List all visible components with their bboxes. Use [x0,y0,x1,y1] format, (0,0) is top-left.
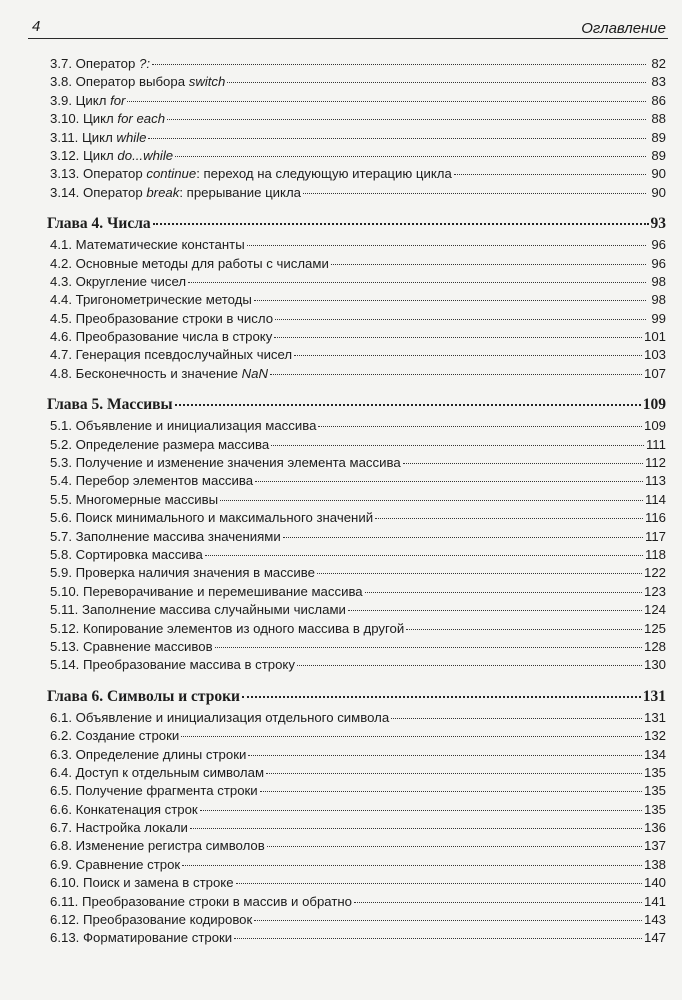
entry-text: Оператор [79,166,147,182]
dot-leader [200,810,642,811]
toc-entry[interactable] [50,366,666,384]
entry-page-number: 98 [651,292,666,308]
entry-page-number: 128 [643,638,666,654]
dot-leader [391,718,642,719]
entry-text: Оператор [79,184,147,200]
entry-text: Объявление и инициализация отдельного символа [72,709,390,725]
entry-number: 4.6. [50,329,72,345]
dot-leader [318,426,642,427]
entry-number: 6.4. [50,764,72,780]
entry-title [50,292,252,307]
entry-number: 3.13. [50,166,80,182]
entry-number: 5.4. [50,473,72,489]
entry-code-term: continue [146,166,197,182]
dot-leader [242,696,641,698]
entry-page-number: 90 [651,184,666,200]
toc-entry[interactable] [50,728,666,746]
toc-chapter [47,215,666,384]
entry-page-number: 124 [643,602,666,618]
toc-entry[interactable] [50,820,666,838]
entry-page-number: 96 [651,255,666,271]
entry-title [50,418,316,433]
dot-leader [274,337,642,338]
entry-title [50,311,273,326]
dot-leader [175,156,646,157]
chapter-heading[interactable] [47,215,666,237]
entry-code-term: for each [117,111,166,127]
toc-entry[interactable] [50,329,666,347]
dot-leader [190,828,642,829]
dot-leader [454,174,646,175]
entry-text: Получение фрагмента строки [72,783,258,799]
chapter-title: Глава 4. Числа [47,215,151,233]
entry-title [50,912,252,927]
entry-number: 3.10. [50,111,80,127]
toc-chapter [47,687,666,949]
entry-title [50,820,188,835]
entry-number: 3.7. [50,56,72,71]
entry-title [50,639,213,654]
entry-text: Проверка наличия значения в массиве [72,565,315,581]
entry-title [50,256,329,271]
entry-text: Преобразование строки в число [72,310,274,326]
entry-page-number: 89 [651,129,666,145]
entry-text: Преобразование массива в строку [79,657,295,673]
dot-leader [303,193,646,194]
dot-leader [182,865,642,866]
entry-title [50,565,315,580]
entry-number: 6.13. [50,930,80,946]
dot-leader [260,791,642,792]
entry-number: 6.8. [50,838,72,854]
entry-title [50,747,246,762]
dot-leader [188,282,646,283]
toc-entry[interactable] [50,765,666,783]
toc-entry[interactable] [50,166,666,184]
entry-text: Поиск минимального и максимального значений [72,510,374,526]
dot-leader [348,610,642,611]
dot-leader [317,573,642,574]
entry-text: Объявление и инициализация массива [72,418,317,434]
entry-text: Поиск и замена в строке [79,875,234,891]
entry-text: Цикл [79,147,118,163]
dot-leader [153,223,649,225]
toc-entry[interactable] [50,747,666,765]
entry-page-number: 118 [644,546,666,562]
toc-entry[interactable] [50,930,666,948]
entry-title [50,492,218,507]
toc-entry[interactable] [50,529,666,547]
chapter-heading[interactable] [47,396,666,418]
entry-text: Преобразование кодировок [79,912,253,928]
dot-leader [266,773,642,774]
dot-leader [406,629,642,630]
entry-title [50,130,146,145]
entry-page-number: 117 [644,528,666,544]
dot-leader [181,736,642,737]
dot-leader [227,82,646,83]
running-title: Оглавление [581,20,666,37]
dot-leader [275,319,646,320]
dot-leader [148,138,646,139]
entry-title [50,237,245,252]
entry-title [50,710,389,725]
entry-text: Перебор элементов массива [72,473,254,489]
toc-chapter [50,56,666,203]
toc-entry[interactable] [50,473,666,491]
entry-code-term: while [116,129,147,145]
entry-page-number: 90 [651,166,666,182]
entry-title [50,728,179,743]
entry-page-number: 109 [643,418,666,434]
table-of-contents [47,56,666,949]
entry-number: 5.8. [50,546,72,562]
entry-title [50,584,363,599]
entry-text: Математические константы [72,237,245,253]
chapter-title: Глава 6. Символы и строки [47,687,240,705]
entry-number: 3.11. [50,129,79,145]
dot-leader [236,883,642,884]
entry-number: 5.14. [50,657,80,673]
entry-page-number: 137 [643,838,666,854]
entry-title [50,838,265,853]
entry-title [50,510,373,525]
entry-text: Заполнение массива значениями [72,528,281,544]
dot-leader [297,665,642,666]
entry-text: Настройка локали [72,820,188,836]
page-header [28,16,668,39]
entry-page-number: 132 [643,728,666,744]
entry-page-number: 96 [651,237,666,253]
toc-entry[interactable] [50,639,666,657]
entry-number: 4.1. [50,237,72,253]
entry-title [50,547,203,562]
entry-title [50,185,301,200]
entry-title [50,765,264,780]
entry-number: 6.5. [50,783,72,799]
entry-text: Изменение регистра символов [72,838,265,854]
entry-number: 5.9. [50,565,72,581]
entry-title [50,74,225,89]
entry-page-number: 103 [643,347,666,363]
dot-leader [254,920,642,921]
dot-leader [220,500,643,501]
entry-page-number: 141 [643,893,666,909]
dot-leader [331,264,646,265]
entry-title [50,657,295,672]
entry-number: 6.3. [50,746,72,762]
entry-title [50,437,269,452]
entry-title [50,347,292,362]
toc-entry[interactable] [50,710,666,728]
dot-leader [270,374,642,375]
entry-page-number: 135 [643,801,666,817]
entry-number: 6.10. [50,875,80,891]
dot-leader [283,537,643,538]
entry-text: Получение и изменение значения элемента массива [72,455,401,471]
toc-entry[interactable] [50,657,666,675]
entry-text: Основные методы для работы с числами [72,255,329,271]
chapter-title: Глава 5. Массивы [47,396,173,414]
entry-text: Конкатенация строк [72,801,198,817]
entry-title [50,621,404,636]
dot-leader [175,404,641,406]
entry-text: Округление чисел [72,273,187,289]
entry-page-number: 138 [643,856,666,872]
entry-number: 5.12. [50,620,80,636]
dot-leader [271,445,644,446]
entry-page-number: 88 [651,111,666,127]
toc-entry[interactable] [50,802,666,820]
entry-text: : переход на следующую итерацию цикла [196,166,452,182]
toc-entry[interactable] [50,437,666,455]
entry-text: Бесконечность и значение [72,365,242,381]
entry-page-number: 125 [643,620,666,636]
entry-number: 4.3. [50,273,72,289]
entry-page-number: 136 [643,820,666,836]
dot-leader [255,481,643,482]
entry-page-number: 143 [643,912,666,928]
entry-code-term: ?: [139,56,150,71]
entry-page-number: 131 [643,709,666,725]
entry-code-term: do...while [117,147,174,163]
entry-text: Копирование элементов из одного массива в другой [79,620,405,636]
page-number: 4 [32,18,41,35]
chapter-page-number: 93 [650,215,666,233]
toc-entry[interactable] [50,894,666,912]
toc-entry[interactable] [50,838,666,856]
toc-chapter [47,396,666,675]
dot-leader [267,846,642,847]
entry-text: Тригонометрические методы [72,292,252,308]
entry-page-number: 140 [643,875,666,891]
toc-entry[interactable] [50,547,666,565]
entry-page-number: 123 [643,583,666,599]
entry-page-number: 114 [644,491,666,507]
entry-text: Преобразование числа в строку [72,329,273,345]
entry-number: 4.5. [50,310,72,326]
entry-page-number: 112 [644,455,666,471]
entry-text: Доступ к отдельным символам [72,764,265,780]
toc-entry[interactable] [50,565,666,583]
entry-title [50,783,258,798]
entry-title [50,366,268,381]
entry-title [50,56,150,71]
toc-entry[interactable] [50,311,666,329]
toc-entry[interactable] [50,912,666,930]
entry-title [50,875,234,890]
entry-page-number: 113 [644,473,666,489]
entry-page-number: 82 [651,56,666,71]
entry-text: Преобразование строки в массив и обратно [78,893,352,909]
entry-page-number: 135 [643,764,666,780]
toc-entry[interactable] [50,130,666,148]
entry-number: 5.3. [50,455,72,471]
toc-entry[interactable] [50,185,666,203]
dot-leader [365,592,642,593]
entry-number: 5.13. [50,638,80,654]
entry-code-term: NaN [241,365,268,381]
toc-entry[interactable] [50,602,666,620]
entry-number: 6.1. [50,709,72,725]
entry-title [50,529,281,544]
dot-leader [254,300,646,301]
toc-entry[interactable] [50,347,666,365]
toc-entry[interactable] [50,74,666,92]
entry-text: Цикл [72,92,111,108]
entry-number: 4.7. [50,347,72,363]
entry-page-number: 99 [651,310,666,326]
entry-page-number: 86 [651,92,666,108]
entry-number: 3.8. [50,74,72,90]
toc-entry[interactable] [50,56,666,74]
toc-entry[interactable] [50,584,666,602]
entry-title [50,111,165,126]
toc-entry[interactable] [50,292,666,310]
entry-title [50,802,198,817]
entry-number: 6.6. [50,801,72,817]
entry-number: 5.10. [50,583,80,599]
dot-leader [215,647,642,648]
toc-entry[interactable] [50,418,666,436]
entry-number: 3.14. [50,184,80,200]
entry-page-number: 116 [644,510,666,526]
entry-title [50,473,253,488]
entry-code-term: break [146,184,180,200]
entry-page-number: 135 [643,783,666,799]
entry-title [50,166,452,181]
entry-code-term: for [110,92,126,108]
entry-number: 5.7. [50,528,72,544]
entry-page-number: 130 [643,657,666,673]
entry-page-number: 107 [643,365,666,381]
dot-leader [152,64,646,65]
entry-number: 5.1. [50,418,72,434]
entry-text: Оператор [72,56,139,71]
toc-entry[interactable] [50,875,666,893]
entry-number: 6.2. [50,728,72,744]
entry-number: 4.8. [50,365,72,381]
entry-number: 5.2. [50,436,72,452]
entry-number: 3.9. [50,92,72,108]
entry-text: Сравнение массивов [79,638,213,654]
entry-title [50,455,401,470]
dot-leader [205,555,643,556]
entry-title [50,602,346,617]
entry-text: Генерация псевдослучайных чисел [72,347,293,363]
dot-leader [127,101,646,102]
dot-leader [247,245,646,246]
entry-title [50,894,352,909]
dot-leader [248,755,642,756]
toc-entry[interactable] [50,621,666,639]
entry-text: Определение размера массива [72,436,270,452]
entry-text: Определение длины строки [72,746,247,762]
entry-title [50,93,125,108]
toc-entry[interactable] [50,492,666,510]
toc-entry[interactable] [50,93,666,111]
entry-page-number: 101 [643,329,666,345]
dot-leader [354,902,642,903]
chapter-page-number: 109 [642,396,666,414]
toc-entry[interactable] [50,510,666,528]
dot-leader [294,355,642,356]
entry-code-term: switch [188,74,226,90]
entry-number: 5.6. [50,510,72,526]
entry-page-number: 89 [651,147,666,163]
entry-text: : прерывание цикла [179,184,301,200]
entry-text: Цикл [78,129,117,145]
toc-entry[interactable] [50,783,666,801]
entry-title [50,857,180,872]
entry-title [50,274,186,289]
toc-entry[interactable] [50,111,666,129]
dot-leader [375,518,643,519]
toc-entry[interactable] [50,256,666,274]
entry-text: Сортировка массива [72,546,203,562]
entry-number: 6.11. [50,893,79,909]
entry-title [50,329,272,344]
entry-number: 4.4. [50,292,72,308]
entry-title [50,930,232,945]
toc-entry[interactable] [50,237,666,255]
entry-page-number: 111 [645,436,666,452]
entry-page-number: 98 [651,273,666,289]
entry-number: 5.11. [50,602,79,618]
toc-entry[interactable] [50,455,666,473]
entry-text: Форматирование строки [79,930,233,946]
dot-leader [234,938,642,939]
entry-number: 5.5. [50,491,72,507]
entry-text: Цикл [79,111,118,127]
entry-number: 6.9. [50,856,72,872]
entry-text: Оператор выбора [72,74,189,90]
entry-text: Сравнение строк [72,856,181,872]
entry-text: Многомерные массивы [72,491,219,507]
entry-text: Переворачивание и перемешивание массива [79,583,363,599]
entry-number: 3.12. [50,147,80,163]
entry-number: 4.2. [50,255,72,271]
entry-number: 6.7. [50,820,72,836]
dot-leader [167,119,646,120]
entry-page-number: 83 [651,74,666,90]
chapter-heading[interactable] [47,688,666,710]
entry-page-number: 134 [643,746,666,762]
entry-text: Создание строки [72,728,180,744]
toc-entry[interactable] [50,148,666,166]
entry-page-number: 122 [643,565,666,581]
entry-text: Заполнение массива случайными числами [78,602,346,618]
dot-leader [403,463,643,464]
entry-title [50,148,173,163]
entry-page-number: 147 [643,930,666,946]
entry-number: 6.12. [50,912,80,928]
toc-entry[interactable] [50,857,666,875]
toc-entry[interactable] [50,274,666,292]
chapter-page-number: 131 [642,687,666,705]
